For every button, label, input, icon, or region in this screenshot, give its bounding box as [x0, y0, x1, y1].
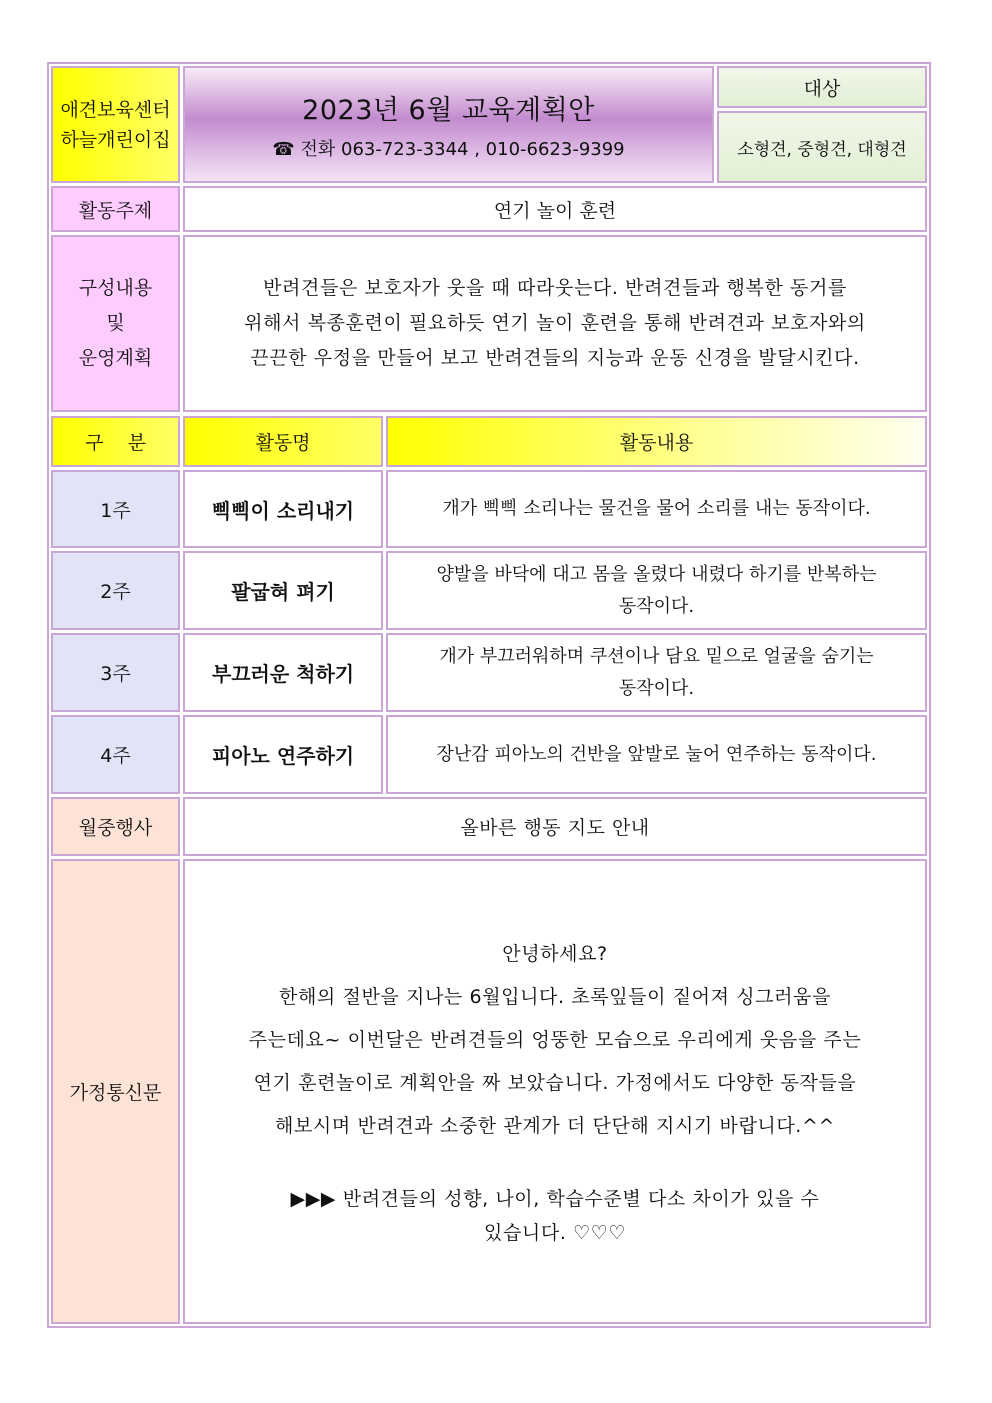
activity-name: 팔굽혀 펴기 — [231, 580, 335, 604]
week-2-desc-cell — [386, 551, 927, 630]
letter-label: 가정통신문 — [69, 1082, 162, 1104]
activity-desc-line2: 동작이다. — [618, 595, 695, 617]
phone-numbers: 전화 063-723-3344 , 010-6623-9399 — [300, 139, 625, 160]
letter-note-line2: 있습니다. ♡♡♡ — [484, 1222, 626, 1244]
plan-label-line3: 운영계획 — [78, 347, 153, 369]
week-2-label-cell — [51, 551, 180, 630]
org-name-line1: 애견보육센터 — [60, 98, 171, 121]
plan-line-2: 위해서 복종훈련이 필요하듯 연기 놀이 훈련을 통해 반려견과 보호자와의 — [244, 312, 866, 334]
letter-line-2: 주는데요~ 이번달은 반려견들의 엉뚱한 모습으로 우리에게 웃음을 주는 — [248, 1029, 862, 1051]
week-4-desc-cell — [386, 715, 927, 794]
letter-note-line1: ▶▶▶ 반려견들의 성향, 나이, 학습수준별 다소 차이가 있을 수 — [290, 1188, 820, 1210]
title-cell — [183, 66, 714, 183]
week-3-desc-cell — [386, 633, 927, 712]
letter-line-3: 연기 훈련놀이로 계획안을 짜 보았습니다. 가정에서도 다양한 동작들을 — [253, 1072, 857, 1094]
plan-line-3: 끈끈한 우정을 만들어 보고 반려견들의 지능과 운동 신경을 발달시킨다. — [250, 347, 860, 369]
target-label-cell — [717, 66, 927, 108]
header-activity-content: 활동내용 — [619, 432, 694, 454]
event-value: 올바른 행동 지도 안내 — [460, 817, 650, 839]
activity-desc-line1: 장난감 피아노의 건반을 앞발로 눌어 연주하는 동작이다. — [436, 743, 877, 765]
week-label: 3주 — [100, 663, 131, 685]
week-1-desc-cell — [386, 470, 927, 548]
topic-value: 연기 놀이 훈련 — [493, 199, 617, 222]
event-value-cell — [183, 797, 927, 856]
activity-desc-line1: 개가 삑삑 소리나는 물건을 물어 소리를 내는 동작이다. — [442, 498, 871, 519]
header-activity-name: 활동명 — [255, 432, 311, 454]
plan-label-cell — [51, 235, 180, 412]
letter-line-4: 해보시며 반려견과 소중한 관계가 더 단단해 지시기 바랍니다.^^ — [274, 1115, 835, 1137]
letter-label-cell — [51, 859, 180, 1324]
letter-line-1: 한해의 절반을 지나는 6월입니다. 초록잎들이 짙어져 싱그러움을 — [279, 986, 831, 1008]
plan-line-1: 반려견들은 보호자가 웃을 때 따라웃는다. 반려견들과 행복한 동거를 — [263, 277, 847, 299]
week-1-label-cell — [51, 470, 180, 548]
week-3-name-cell — [183, 633, 383, 712]
header-activity-content-cell — [386, 416, 927, 467]
plan-content-cell — [183, 235, 927, 412]
letter-content-cell — [183, 859, 927, 1324]
activity-name: 삑삑이 소리내기 — [211, 498, 355, 523]
event-label-cell — [51, 797, 180, 856]
plan-label-line2: 및 — [106, 312, 125, 334]
phone-line — [272, 135, 624, 161]
week-4-name-cell — [183, 715, 383, 794]
activity-name: 부끄러운 척하기 — [211, 662, 355, 686]
header-activity-name-cell — [183, 416, 383, 467]
plan-label-line1: 구성내용 — [78, 277, 153, 299]
phone-icon: ☎ — [272, 139, 295, 160]
week-3-label-cell — [51, 633, 180, 712]
week-1-name-cell — [183, 470, 383, 548]
week-4-label-cell — [51, 715, 180, 794]
header-division: 구 분 — [85, 432, 146, 454]
org-name-line2: 하늘개린이집 — [60, 128, 171, 151]
target-value-cell — [717, 111, 927, 183]
org-name-cell — [51, 66, 180, 183]
week-label: 1주 — [100, 499, 131, 522]
event-label: 월중행사 — [78, 817, 153, 839]
page-title: 2023년 6월 교육계획안 — [302, 95, 595, 126]
header-division-cell — [51, 416, 180, 467]
letter-greeting: 안녕하세요? — [502, 943, 608, 965]
activity-desc-line2: 동작이다. — [618, 677, 695, 699]
topic-label-cell — [51, 186, 180, 232]
activity-name: 피아노 연주하기 — [211, 744, 355, 768]
week-label: 2주 — [100, 581, 131, 603]
topic-label: 활동주제 — [78, 199, 153, 222]
topic-value-cell — [183, 186, 927, 232]
activity-desc-line1: 개가 부끄러워하며 쿠션이나 담요 밑으로 얼굴을 숨기는 — [439, 645, 874, 667]
week-2-name-cell — [183, 551, 383, 630]
target-label: 대상 — [803, 77, 841, 100]
week-label: 4주 — [100, 745, 131, 767]
activity-desc-line1: 양발을 바닥에 대고 몸을 올렸다 내렸다 하기를 반복하는 — [436, 563, 877, 585]
target-value: 소형견, 중형견, 대형견 — [737, 139, 907, 160]
